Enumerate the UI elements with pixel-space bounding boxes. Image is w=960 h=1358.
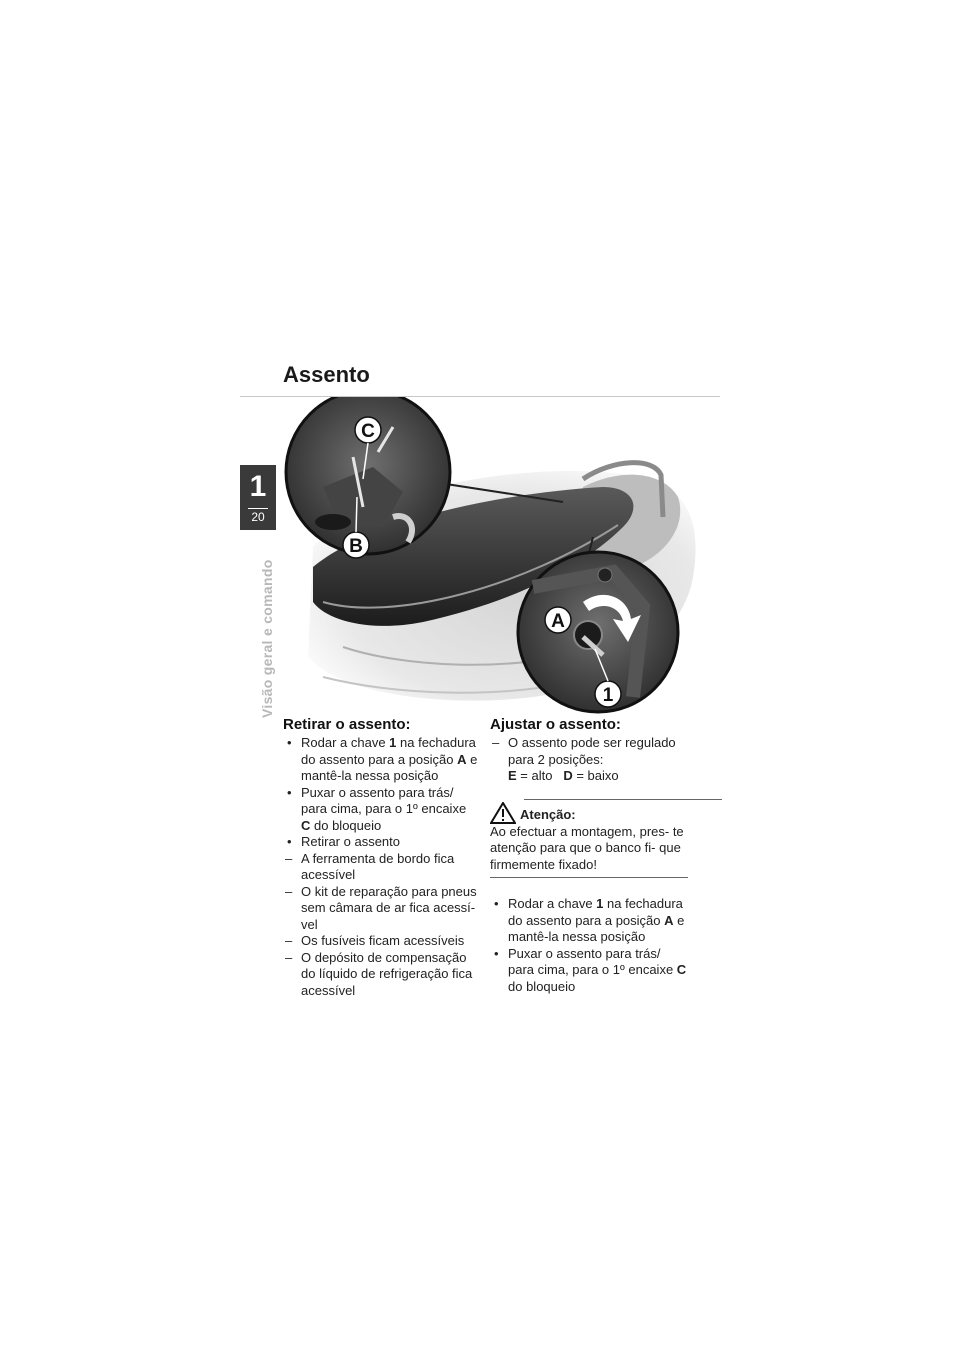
list-item: • Retirar o assento: [287, 834, 400, 849]
svg-text:C: C: [361, 421, 375, 442]
section-side-label: Visão geral e comando: [259, 559, 275, 718]
list-item: – O kit de reparação para pneus sem câmara de ar fica acessí- vel: [285, 883, 477, 932]
list-item: • Rodar a chave 1 na fechadura do assento para a posição A e mantê-la nessa posição: [287, 735, 478, 783]
svg-text:A: A: [551, 611, 565, 632]
svg-text:B: B: [349, 536, 363, 557]
list-item: – A ferramenta de bordo fica acessível: [285, 850, 455, 882]
seat-photo: [283, 397, 720, 717]
svg-text:1: 1: [602, 685, 614, 706]
adjust-heading: Ajustar o assento:: [490, 716, 621, 733]
chapter-divider: [248, 508, 268, 509]
list-item: – Os fusíveis ficam acessíveis: [285, 933, 465, 948]
adjust-intro: – O assento pode ser regulado para 2 posições:: [492, 735, 676, 767]
warning-top-rule: [524, 799, 722, 800]
list-item: – O depósito de compensação do líquido de refrigeração fica acessível: [285, 949, 473, 998]
page-title: Assento: [283, 362, 370, 387]
remove-steps-list: [283, 735, 478, 999]
callout-1: [595, 681, 621, 707]
adjust-steps-list: [490, 896, 690, 995]
adjust-seat-section: [490, 716, 690, 995]
list-item: • Puxar o assento para trás/ para cima, para o 1º encaixe C do bloqueio: [287, 784, 467, 833]
callout-a: [545, 607, 571, 633]
seat-positions: E = alto D = baixo: [508, 768, 619, 783]
list-item: • Rodar a chave 1 na fechadura do assento para a posição A e mantê-la nessa posição: [494, 896, 685, 944]
page-number: 20: [251, 510, 265, 524]
warning-text: Ao efectuar a montagem, pres- te atenção para que o banco fi- que firmemente fixado!: [490, 823, 684, 872]
chapter-number: 1: [249, 470, 267, 503]
warning-heading: Atenção:: [490, 802, 690, 824]
callout-b: [343, 532, 369, 558]
remove-heading: Retirar o assento:: [283, 716, 411, 733]
warning-icon: [490, 802, 516, 824]
callout-c: [355, 417, 381, 443]
list-item: • Puxar o assento para trás/ para cima, para o 1º encaixe C do bloqueio: [494, 945, 687, 994]
remove-seat-section: [283, 716, 478, 999]
